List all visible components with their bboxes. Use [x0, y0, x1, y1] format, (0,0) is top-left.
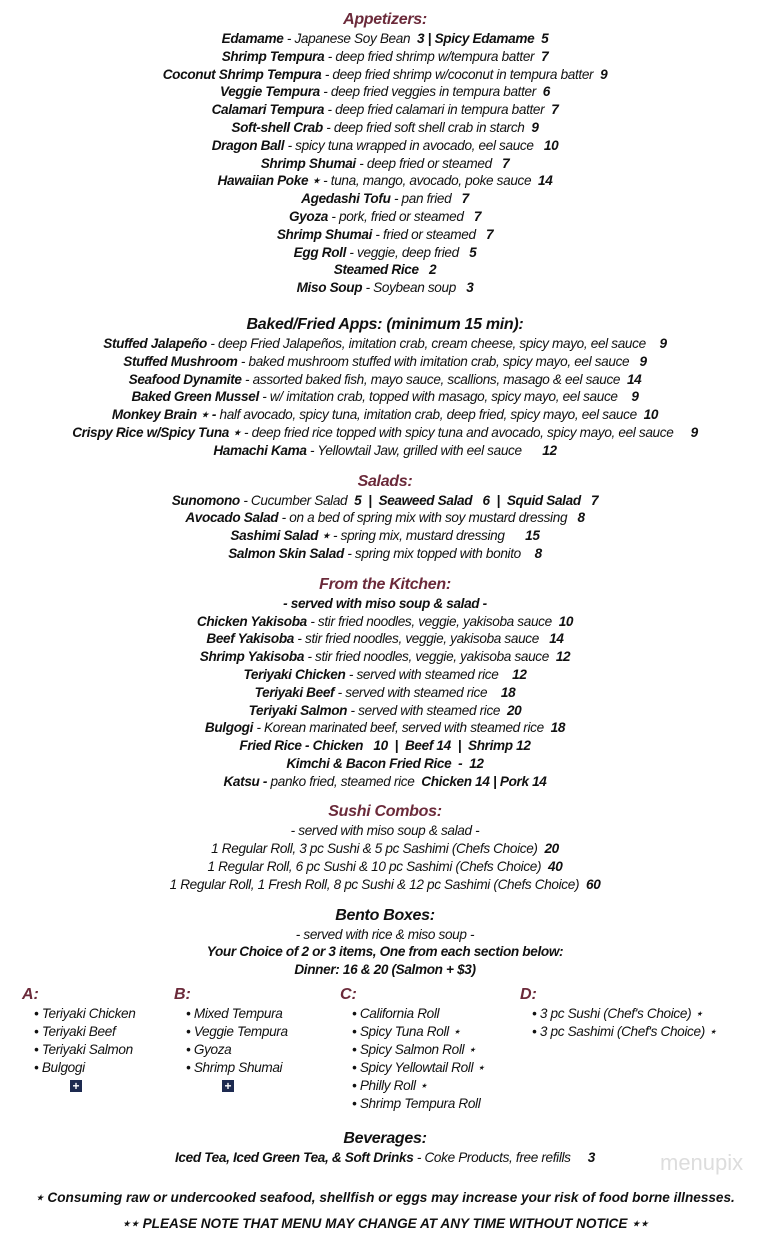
menu-item — [0, 840, 770, 858]
item-text: - spring mix, mustard dressing — [329, 528, 526, 544]
item-price: 3 — [587, 1150, 595, 1166]
menu-item — [0, 702, 770, 720]
bento-option: • Mixed Tempura — [186, 1005, 288, 1023]
section-sushi-combos — [0, 802, 770, 893]
menu-item — [0, 527, 770, 545]
watermark: menupix — [660, 1150, 744, 1176]
menu-page — [0, 10, 770, 1237]
menu-item — [0, 684, 770, 702]
section-bento-boxes — [0, 906, 770, 979]
bento-option: • Philly Roll ⋆ — [352, 1077, 485, 1095]
menu-item — [0, 943, 770, 961]
item-text: Agedashi Tofu — [301, 191, 391, 207]
menu-item — [0, 371, 770, 389]
item-text: panko fried, steamed rice — [267, 773, 422, 789]
item-text: Teriyaki Chicken — [243, 666, 346, 682]
item-text: Chicken 14 | Pork 14 — [421, 773, 547, 789]
bento-option: • Spicy Tuna Roll ⋆ — [352, 1023, 485, 1041]
bento-option: • Gyoza — [186, 1041, 288, 1059]
item-text: Kimchi & Bacon Fried Rice - 12 — [286, 755, 484, 771]
item-text: 1 Regular Roll, 1 Fresh Roll, 8 pc Sushi & 12 pc Sashimi (Chefs Choice) — [169, 876, 586, 892]
item-text: - baked mushroom stuffed with imitation crab, spicy mayo, eel sauce — [237, 353, 640, 369]
item-text: half avocado, spicy tuna, imitation crab, deep fried, spicy mayo, eel sauce — [216, 407, 644, 423]
item-text: - deep fried veggies in tempura batter — [319, 84, 543, 100]
item-text: Stuffed Jalapeño — [103, 335, 207, 351]
menu-item — [0, 509, 770, 527]
bento-column-b — [174, 985, 288, 1095]
section-title: Bento Boxes: — [335, 906, 435, 924]
item-text: Baked Green Mussel — [131, 389, 259, 405]
item-text: Teriyaki Beef — [254, 684, 335, 700]
item-text: - Yellowtail Jaw, grilled with eel sauce — [306, 442, 543, 458]
item-text: - stir fried noodles, veggie, yakisoba sauce — [306, 613, 559, 629]
section-baked-fried-apps — [0, 315, 770, 460]
menu-item — [0, 961, 770, 979]
item-text: 8 — [534, 545, 542, 561]
section-title: Salads: — [357, 472, 413, 490]
item-text: Stuffed Mushroom — [123, 353, 238, 369]
item-text: Katsu - — [223, 773, 268, 789]
item-text: 12 — [512, 666, 527, 682]
item-text: Shrimp Tempura — [221, 48, 325, 64]
menu-item — [0, 648, 770, 666]
item-text: 5 — [469, 244, 477, 260]
menu-item — [0, 424, 770, 442]
menu-item — [0, 208, 770, 226]
item-desc: - Coke Products, free refills — [413, 1150, 588, 1166]
item-text: Shrimp Yakisoba — [199, 649, 305, 665]
bento-choices — [0, 985, 770, 1125]
column-label: C: — [340, 986, 357, 1004]
item-text: 18 — [500, 684, 516, 700]
item-text: - fried or steamed — [372, 226, 486, 242]
item-text: 60 — [586, 876, 601, 892]
item-text: Sashimi Salad ⋆ — [230, 528, 330, 544]
item-text: - served with rice & miso soup - — [295, 926, 475, 942]
item-text: 7 — [541, 48, 549, 64]
section-appetizers — [0, 10, 770, 297]
bento-option: • California Roll — [352, 1005, 485, 1023]
item-text: 20 — [544, 841, 559, 857]
item-text: 10 — [543, 137, 559, 153]
menu-item — [0, 666, 770, 684]
menu-item — [0, 773, 770, 791]
item-text: Teriyaki Salmon — [248, 702, 348, 718]
item-text: Bulgogi — [204, 720, 254, 736]
menu-item — [0, 190, 770, 208]
item-text: - deep fried shrimp w/coconut in tempura batter — [321, 66, 601, 82]
menu-item — [0, 858, 770, 876]
item-text: 1 Regular Roll, 6 pc Sushi & 10 pc Sashimi (Chefs Choice) — [207, 859, 549, 875]
item-text: - served with miso soup & salad - — [290, 823, 480, 839]
item-text: Your Choice of 2 or 3 items, One from each section below: — [206, 944, 564, 960]
menu-item — [0, 1149, 770, 1167]
item-text: - w/ imitation crab, topped with masago, spicy mayo, eel sauce — [258, 389, 632, 405]
item-name: Iced Tea, Iced Green Tea, & Soft Drinks — [175, 1150, 414, 1166]
bento-option: • Shrimp Tempura Roll — [352, 1095, 485, 1113]
bento-column-d — [520, 985, 716, 1041]
item-text: - deep fried shrimp w/tempura batter — [324, 48, 542, 64]
item-text: Hawaiian Poke ⋆ — [217, 173, 320, 189]
item-text: 12 — [542, 442, 557, 458]
item-text: Chicken Yakisoba — [196, 613, 307, 629]
item-text: Hamachi Kama — [213, 442, 307, 458]
item-text: Soft-shell Crab — [231, 119, 323, 135]
section-salads — [0, 472, 770, 563]
menu-item — [0, 630, 770, 648]
item-text: - Cucumber Salad — [239, 492, 355, 508]
item-text: Monkey Brain ⋆ - — [111, 407, 217, 423]
bento-option: • Spicy Yellowtail Roll ⋆ — [352, 1059, 485, 1077]
expand-plus-icon[interactable]: + — [222, 1080, 234, 1092]
item-text: - pan fried — [390, 191, 462, 207]
section-title: Appetizers: — [343, 11, 427, 28]
menu-item — [0, 30, 770, 48]
bento-option: • Shrimp Shumai — [186, 1059, 288, 1077]
item-text: 3 — [466, 280, 474, 296]
item-text: Crispy Rice w/Spicy Tuna ⋆ — [72, 424, 241, 440]
menu-item — [0, 155, 770, 173]
item-text: Dinner: 16 & 20 (Salmon + $3) — [294, 962, 476, 978]
menu-item — [0, 48, 770, 66]
item-text: Shrimp Shumai — [260, 155, 356, 171]
item-text: 20 — [506, 702, 522, 718]
bento-option: • 3 pc Sashimi (Chef's Choice) ⋆ — [532, 1023, 716, 1041]
item-text: - deep fried soft shell crab in starch — [322, 119, 532, 135]
item-text: Avocado Salad — [185, 510, 279, 526]
menu-item — [0, 66, 770, 84]
item-text: - deep Fried Jalapeños, imitation crab, cream cheese, spicy mayo, eel sauce — [206, 335, 660, 351]
item-text: 14 — [626, 371, 642, 387]
item-text: - served with miso soup & salad - — [283, 595, 487, 611]
menu-item — [0, 226, 770, 244]
item-text: - deep fried or steamed — [355, 155, 503, 171]
item-text: Seafood Dynamite — [128, 371, 242, 387]
item-text: 40 — [548, 859, 563, 875]
item-text: 9 — [631, 389, 639, 405]
column-label: A: — [22, 986, 39, 1004]
item-text: 9 — [531, 119, 539, 135]
section-from-the-kitchen — [0, 575, 770, 791]
column-label: B: — [174, 986, 191, 1004]
menu-sections — [0, 10, 770, 979]
raw-food-warning: ⋆ Consuming raw or undercooked seafood, shellfish or eggs may increase your risk of food borne illnesses. — [35, 1189, 735, 1205]
item-text: Edamame — [221, 31, 284, 46]
menu-item — [0, 822, 770, 840]
item-text: - Japanese Soy Bean — [283, 31, 418, 46]
menu-item — [0, 244, 770, 262]
item-text: 7 — [473, 208, 482, 224]
menu-item — [0, 926, 770, 944]
section-title: Sushi Combos: — [328, 803, 442, 821]
item-text: 7 — [502, 155, 510, 171]
bento-column-a — [22, 985, 135, 1095]
section-title: From the Kitchen: — [319, 575, 451, 593]
item-text: 10 — [558, 613, 574, 629]
item-text: Veggie Tempura — [220, 84, 320, 100]
menu-item — [0, 388, 770, 406]
item-text: - assorted baked fish, mayo sauce, scallions, masago & eel sauce — [241, 371, 627, 387]
item-text: 14 — [549, 631, 564, 647]
bento-option: • Veggie Tempura — [186, 1023, 288, 1041]
item-text: 8 — [577, 510, 585, 526]
menu-item — [0, 719, 770, 737]
item-text: 18 — [550, 720, 566, 736]
item-text: - deep fried rice topped with spicy tuna and avocado, spicy mayo, eel sauce — [240, 424, 691, 440]
item-text: Fried Rice - Chicken 10 | Beef 14 | Shrimp 12 — [239, 738, 531, 754]
item-text: 1 Regular Roll, 3 pc Sushi & 5 pc Sashimi (Chefs Choice) — [211, 841, 545, 857]
item-text: - veggie, deep fried — [346, 244, 470, 260]
item-text: 7 — [551, 102, 559, 118]
item-text: Calamari Tempura — [211, 102, 325, 118]
section-title: Baked/Fried Apps: (minimum 15 min): — [246, 315, 524, 333]
item-text: 5 | Seaweed Salad 6 | Squid Salad 7 — [354, 492, 599, 508]
item-text: Miso Soup — [296, 280, 363, 296]
item-text: 9 — [600, 66, 608, 82]
bento-column-c — [340, 985, 485, 1112]
menu-item — [0, 261, 770, 279]
bento-option: • 3 pc Sushi (Chef's Choice) ⋆ — [532, 1005, 716, 1023]
item-text: 3 | Spicy Edamame 5 — [417, 31, 549, 46]
item-text: - deep fried calamari in tempura batter — [324, 102, 552, 118]
menu-item — [0, 137, 770, 155]
item-text: - pork, fried or steamed — [327, 208, 474, 224]
beverages-section — [0, 1129, 770, 1176]
menu-item — [0, 737, 770, 755]
item-text: - spicy tuna wrapped in avocado, eel sauce — [284, 137, 544, 153]
item-text: Beef Yakisoba — [206, 631, 294, 647]
bento-option: • Teriyaki Salmon — [34, 1041, 135, 1059]
menu-item — [0, 101, 770, 119]
item-text: Dragon Ball — [211, 137, 285, 153]
menu-item — [0, 172, 770, 190]
item-text: Steamed Rice 2 — [333, 262, 437, 278]
menu-item — [0, 406, 770, 424]
item-text: - served with steamed rice — [345, 666, 513, 682]
item-text: 12 — [555, 649, 571, 665]
menu-item — [0, 595, 770, 613]
item-text: - served with steamed rice — [334, 684, 501, 700]
bento-option: • Spicy Salmon Roll ⋆ — [352, 1041, 485, 1059]
item-text: 10 — [643, 407, 659, 423]
menu-item — [0, 83, 770, 101]
menu-item — [0, 335, 770, 353]
item-text: 6 — [542, 84, 550, 100]
expand-plus-icon[interactable]: + — [70, 1080, 82, 1092]
item-text: 9 — [690, 424, 698, 440]
item-text: Coconut Shrimp Tempura — [162, 66, 322, 82]
item-text: 15 — [525, 528, 540, 544]
menu-item — [0, 876, 770, 894]
item-text: - Korean marinated beef, served with steamed rice — [253, 720, 551, 736]
menu-item — [0, 613, 770, 631]
item-text: 7 — [461, 191, 469, 207]
item-text: 14 — [538, 173, 553, 189]
menu-change-notice: ⋆⋆ PLEASE NOTE THAT MENU MAY CHANGE AT ANY TIME WITHOUT NOTICE ⋆⋆ — [121, 1215, 649, 1231]
item-text: - spring mix topped with bonito — [343, 545, 535, 561]
item-text: - Soybean soup — [362, 280, 467, 296]
item-text: 9 — [659, 335, 667, 351]
item-text: Shrimp Shumai — [276, 226, 372, 242]
menu-item — [0, 353, 770, 371]
menu-item — [0, 119, 770, 137]
item-text: - stir fried noodles, veggie, yakisoba sauce — [294, 631, 550, 647]
item-text: - stir fried noodles, veggie, yakisoba sauce — [304, 649, 556, 665]
item-text: Gyoza — [288, 208, 328, 224]
item-text: Egg Roll — [293, 244, 346, 260]
bento-option: • Teriyaki Beef — [34, 1023, 135, 1041]
item-text: Sunomono — [171, 492, 240, 508]
bento-option: • Bulgogi — [34, 1059, 135, 1077]
item-text: 9 — [639, 353, 647, 369]
menu-item — [0, 492, 770, 510]
item-text: - tuna, mango, avocado, poke sauce — [319, 173, 539, 189]
item-text: - on a bed of spring mix with soy mustard dressing — [278, 510, 578, 526]
section-title: Beverages: — [343, 1130, 427, 1148]
item-text: 7 — [485, 226, 494, 242]
item-text: Salmon Skin Salad — [228, 545, 344, 561]
menu-item — [0, 279, 770, 297]
bento-option: • Teriyaki Chicken — [34, 1005, 135, 1023]
menu-item — [0, 545, 770, 563]
menu-item — [0, 442, 770, 460]
item-text: - served with steamed rice — [347, 702, 507, 718]
menu-item — [0, 755, 770, 773]
column-label: D: — [520, 986, 537, 1004]
